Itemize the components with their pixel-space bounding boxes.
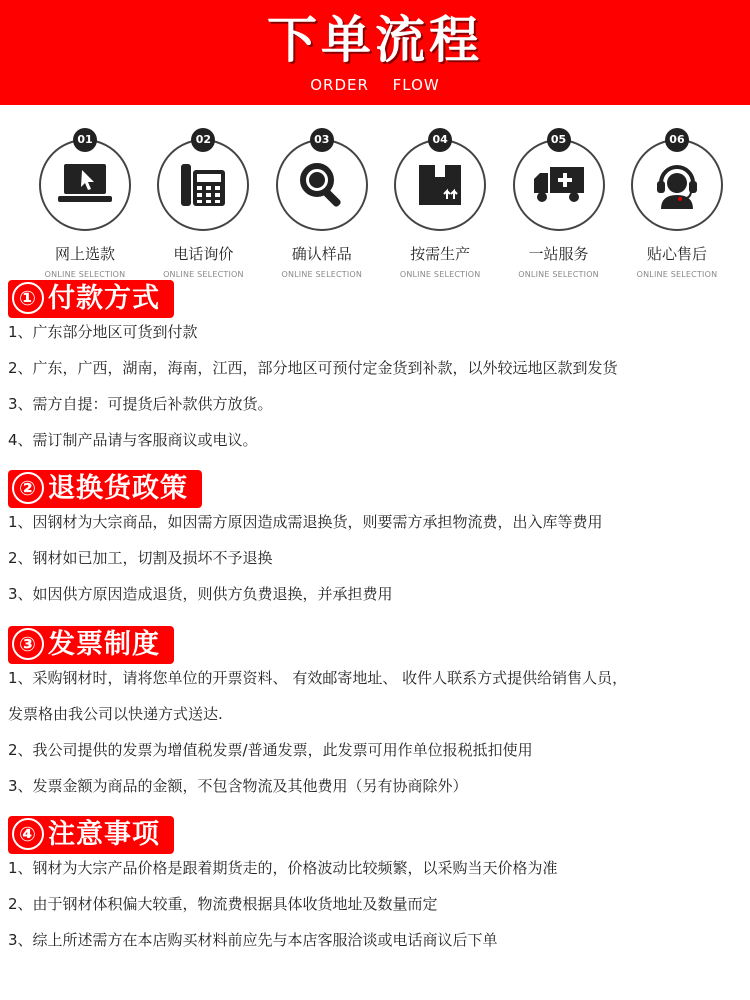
headset-agent-icon xyxy=(653,161,701,209)
step-5 xyxy=(504,127,614,277)
step-subtitle: ONLINE SELECTION xyxy=(399,270,481,279)
list-item: 2、由于钢材体积偏大较重，物流费根据具体收货地址及数量而定 xyxy=(8,895,438,913)
step-number: 02 xyxy=(191,128,215,152)
step-subtitle: ONLINE SELECTION xyxy=(636,270,718,279)
list-item: 2、我公司提供的发票为增值税发票/普通发票，此发票可用作单位报税抵扣使用 xyxy=(8,741,533,759)
list-item: 3、发票金额为商品的金额，不包含物流及其他费用（另有协商除外） xyxy=(8,777,468,795)
list-item: 4、需订制产品请与客服商议或电议。 xyxy=(8,431,258,449)
list-item: 1、钢材为大宗产品价格是跟着期货走的，价格波动比较频繁，以采购当天价格为准 xyxy=(8,859,558,877)
step-circle xyxy=(631,133,723,231)
section-title-text: 发票制度 xyxy=(48,629,160,660)
section-payment xyxy=(0,280,750,458)
step-number: 04 xyxy=(428,128,452,152)
list-item: 3、需方自提：可提货后补款供方放货。 xyxy=(8,395,273,413)
section-notes xyxy=(0,816,750,958)
step-label: 一站服务 xyxy=(528,245,589,263)
step-2 xyxy=(148,127,258,277)
step-number: 03 xyxy=(310,128,334,152)
box-icon xyxy=(417,163,463,207)
list-item: 3、如因供方原因造成退货，则供方负费退换，并承担费用 xyxy=(8,585,393,603)
section-title-text: 付款方式 xyxy=(48,283,160,314)
section-title xyxy=(8,816,174,854)
step-label: 按需生产 xyxy=(410,245,471,263)
list-item: 3、综上所述需方在本店购买材料前应先与本店客服洽谈或电话商议后下单 xyxy=(8,931,498,949)
step-3 xyxy=(267,127,377,277)
step-circle xyxy=(39,133,131,231)
step-circle xyxy=(276,133,368,231)
section-title xyxy=(8,280,174,318)
list-item: 1、采购钢材时，请将您单位的开票资料、 有效邮寄地址、 收件人联系方式提供给销售人员， xyxy=(8,669,628,687)
header-banner xyxy=(0,0,750,105)
step-subtitle: ONLINE SELECTION xyxy=(44,270,126,279)
step-circle xyxy=(157,133,249,231)
list-item: 1、广东部分地区可货到付款 xyxy=(8,323,198,341)
step-number: 01 xyxy=(73,128,97,152)
section-number: ① xyxy=(12,282,44,314)
step-subtitle: ONLINE SELECTION xyxy=(281,270,363,279)
list-item: 发票格由我公司以快递方式送达. xyxy=(8,705,223,723)
step-1 xyxy=(30,127,140,277)
step-4 xyxy=(385,127,495,277)
step-number: 05 xyxy=(547,128,571,152)
page-subtitle: ORDER FLOW xyxy=(310,76,440,94)
page-title: 下单流程 xyxy=(267,11,483,69)
list-item: 1、因钢材为大宗商品，如因需方原因造成需退换货，则要需方承担物流费，出入库等费用 xyxy=(8,513,603,531)
step-subtitle: ONLINE SELECTION xyxy=(518,270,599,279)
section-return-policy xyxy=(0,470,750,612)
laptop-cursor-icon xyxy=(58,162,112,208)
magnifier-icon xyxy=(299,162,345,208)
step-subtitle: ONLINE SELECTION xyxy=(163,270,244,279)
step-label: 确认样品 xyxy=(291,245,352,263)
section-invoice xyxy=(0,626,750,804)
step-circle xyxy=(394,133,486,231)
list-item: 2、广东，广西，湖南，海南，江西，部分地区可预付定金货到补款，以外较远地区款到发货 xyxy=(8,359,618,377)
section-title xyxy=(8,470,202,508)
step-label: 贴心售后 xyxy=(646,245,707,263)
section-title-text: 退换货政策 xyxy=(48,473,188,504)
step-label: 网上选款 xyxy=(54,245,115,263)
step-label: 电话询价 xyxy=(173,245,234,263)
list-item: 2、钢材如已加工，切割及损坏不予退换 xyxy=(8,549,273,567)
step-circle xyxy=(513,133,605,231)
section-number: ④ xyxy=(12,818,44,850)
order-steps xyxy=(0,127,750,277)
section-title xyxy=(8,626,174,664)
step-6 xyxy=(622,127,732,277)
section-title-text: 注意事项 xyxy=(48,819,160,850)
truck-icon xyxy=(532,165,586,205)
telephone-icon xyxy=(181,162,225,208)
section-number: ③ xyxy=(12,628,44,660)
step-number: 06 xyxy=(665,128,689,152)
section-number: ② xyxy=(12,472,44,504)
